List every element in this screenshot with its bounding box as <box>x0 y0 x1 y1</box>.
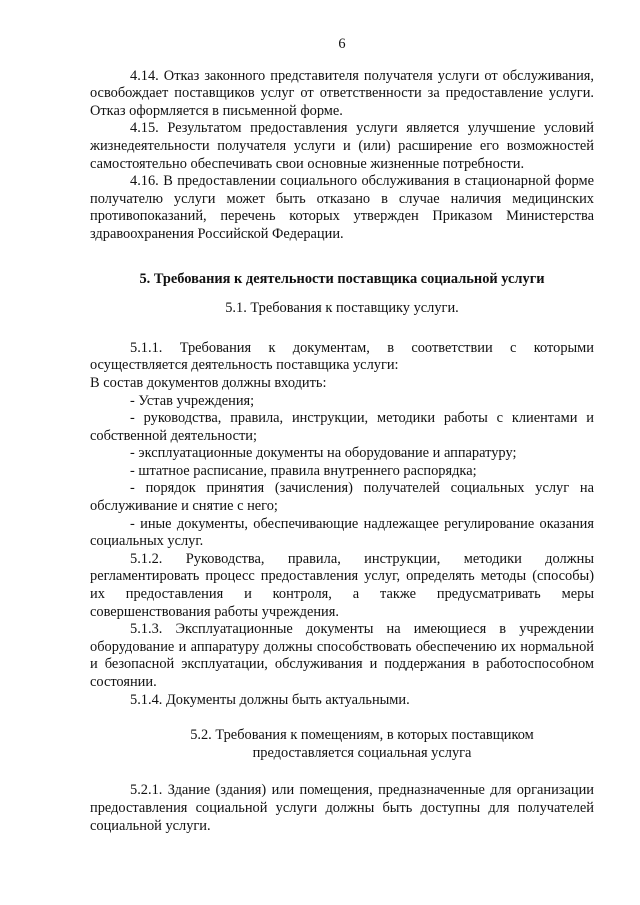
page-number: 6 <box>338 36 346 52</box>
section-5-1-heading: 5.1. Требования к поставщику услуги. <box>225 300 459 317</box>
list-item: - Устав учреждения; <box>130 392 255 409</box>
list-item: - эксплуатационные документы на оборудование и аппаратуру; <box>130 445 517 462</box>
paragraph-5-1-2: 5.1.2. Руководства, правила, инструкции, методики должны регламентировать процесс предоставления услуг, определять методы (способы) их предоставления и контроля, а также предусматривать меры совершенствования работы учреждения. <box>90 550 594 620</box>
paragraph-4-16: 4.16. В предоставлении социального обслуживания в стационарной форме получателю услуги может быть отказано в случае наличия медицинских противопоказаний, перечень которых утвержден Приказом Министерства здравоохранения Российской Федерации. <box>90 173 594 242</box>
paragraph-5-1-1: 5.1.1. Требования к документам, в соответствии с которыми осуществляется деятельность поставщика услуги: <box>90 339 594 374</box>
list-item: - штатное расписание, правила внутреннего распорядка; <box>130 462 477 479</box>
section-5-heading: 5. Требования к деятельности поставщика социальной услуги <box>139 270 545 287</box>
list-item: - иные документы, обеспечивающие надлежащее регулирование оказания социальных услуг. <box>90 515 594 550</box>
section-5-2-heading <box>90 727 594 762</box>
paragraph-4-14: 4.14. Отказ законного представителя получателя услуги от обслуживания, освобождает поставщиков услуг от ответственности за предоставление услуги. Отказ оформляется в письменной форме. <box>90 67 594 119</box>
list-item: - порядок принятия (зачисления) получателей социальных услуг на обслуживание и снятие с него; <box>90 480 594 515</box>
paragraph-4-15: 4.15. Результатом предоставления услуги является улучшение условий жизнедеятельности получателя услуги и (или) расширение его возможностей самостоятельно обеспечивать свои основные жизненные потребности. <box>90 120 594 172</box>
documents-intro: В состав документов должны входить: <box>90 374 327 391</box>
section-5-2-heading-line2: предоставляется социальная услуга <box>252 744 472 761</box>
paragraph-5-2-1: 5.2.1. Здание (здания) или помещения, предназначенные для организации предоставления социальной услуги должны быть доступны для получателей социальной услуги. <box>90 782 594 834</box>
paragraph-5-1-4: 5.1.4. Документы должны быть актуальными. <box>130 691 410 708</box>
paragraph-5-1-3: 5.1.3. Эксплуатационные документы на имеющиеся в учреждении оборудование и аппаратуру должны способствовать обеспечению их нормальной и безопасной эксплуатации, обслуживания и поддержания в работоспособном состоянии. <box>90 621 594 690</box>
section-5-2-heading-line1: 5.2. Требования к помещениям, в которых поставщиком <box>190 727 534 744</box>
list-item: - руководства, правила, инструкции, методики работы с клиентами и собственной деятельности; <box>90 410 594 444</box>
